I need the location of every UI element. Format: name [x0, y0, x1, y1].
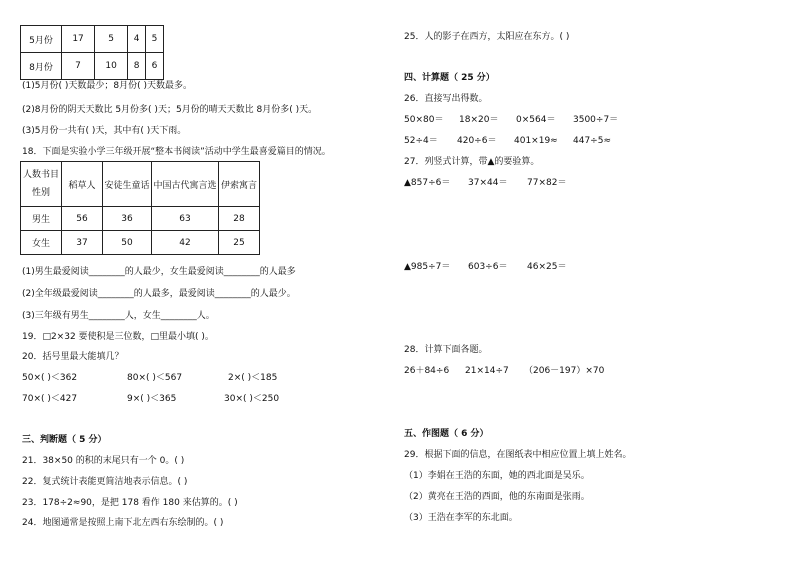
expression-item: 447÷5≈ — [573, 136, 611, 146]
table-cell: 56 — [62, 207, 103, 231]
question-18-3: (3)三年级有男生________人，女生________人。 — [22, 311, 215, 321]
question-17-3: (3)5月份一共有( )天，其中有( )天下雨。 — [22, 126, 187, 136]
expression-item: 0×564＝ — [516, 115, 556, 125]
table-cell: 8 — [128, 53, 146, 80]
table-cell: 6 — [146, 53, 164, 80]
question-24: 24．地图通常是按照上南下北左西右东绘制的。( ) — [22, 518, 224, 528]
vertical-calc-item: 77×82＝ — [527, 178, 567, 188]
expression-item: 52÷4＝ — [404, 136, 438, 146]
question-25: 25．人的影子在西方，太阳应在东方。( ) — [404, 32, 570, 42]
vertical-calc-item: ▲857÷6＝ — [404, 178, 451, 188]
table-cell: 25 — [219, 231, 260, 255]
inequality-item: 9×( )＜365 — [127, 394, 177, 404]
corner-label-bottom: 性别 — [31, 188, 50, 198]
reading-table — [20, 161, 260, 255]
weather-table — [20, 25, 164, 80]
vertical-calc-item: ▲985÷7＝ — [404, 262, 451, 272]
expression-item: 50×80＝ — [404, 115, 444, 125]
table-cell: 17 — [62, 26, 95, 53]
question-17-1: (1)5月份( )天数最少；8月份( )天数最多。 — [22, 81, 192, 91]
section-judgment-title: 三、判断题（ 5 分） — [22, 435, 107, 445]
column-header: 稻草人 — [62, 162, 103, 207]
vertical-calc-item: 603÷6＝ — [468, 262, 508, 272]
table-row — [21, 26, 164, 53]
row-label: 5月份 — [21, 26, 62, 53]
question-22: 22．复式统计表能更简洁地表示信息。( ) — [22, 477, 188, 487]
table-cell: 10 — [95, 53, 128, 80]
table-cell: 4 — [128, 26, 146, 53]
column-header: 安徒生童话 — [103, 162, 152, 207]
corner-header-cell — [21, 162, 62, 207]
table-row — [21, 231, 260, 255]
vertical-calc-item: 37×44＝ — [468, 178, 508, 188]
inequality-item: 80×( )＜567 — [127, 373, 183, 383]
question-29-2: （2）黄亮在王浩的西面，他的东南面是张雨。 — [404, 492, 590, 502]
question-27: 27．列竖式计算，带▲的要验算。 — [404, 157, 540, 167]
inequality-item: 50×( )＜362 — [22, 373, 78, 383]
table-cell: 5 — [146, 26, 164, 53]
question-26: 26．直接写出得数。 — [404, 94, 488, 104]
table-cell: 42 — [152, 231, 219, 255]
question-23: 23．178÷2≈90，是把 178 看作 180 来估算的。( ) — [22, 498, 238, 508]
table-row — [21, 53, 164, 80]
question-29-1: （1）李娟在王浩的东面，她的西北面是吴乐。 — [404, 471, 590, 481]
table-cell: 63 — [152, 207, 219, 231]
table-cell: 36 — [103, 207, 152, 231]
expression-item: 3500÷7＝ — [573, 115, 619, 125]
table-cell: 50 — [103, 231, 152, 255]
column-header: 中国古代寓言选 — [152, 162, 219, 207]
question-18: 18．下面是实验小学三年级开展“整本书阅读”活动中学生最喜爱篇目的情况。 — [22, 147, 331, 157]
vertical-calc-item: 46×25＝ — [527, 262, 567, 272]
question-21: 21．38×50 的积的末尾只有一个 0。( ) — [22, 456, 185, 466]
section-drawing-title: 五、作图题（ 6 分） — [404, 429, 489, 439]
table-cell: 5 — [95, 26, 128, 53]
column-header: 伊索寓言 — [219, 162, 260, 207]
table-header-row — [21, 162, 260, 207]
inequality-item: 30×( )＜250 — [224, 394, 280, 404]
row-label: 男生 — [21, 207, 62, 231]
row-label: 女生 — [21, 231, 62, 255]
question-17-2: (2)8月份的阴天天数比 5月份多( )天；5月份的晴天天数比 8月份多( )天。 — [22, 105, 318, 115]
question-29: 29．根据下面的信息，在图纸表中相应位置上填上姓名。 — [404, 450, 632, 460]
table-cell: 28 — [219, 207, 260, 231]
corner-label-top: 人数书目 — [22, 170, 59, 180]
row-label: 8月份 — [21, 53, 62, 80]
question-18-2: (2)全年级最爱阅读________的人最多，最爱阅读________的人最少。 — [22, 289, 296, 299]
expression-item: 18×20＝ — [459, 115, 499, 125]
expression-item: 420÷6＝ — [457, 136, 497, 146]
question-20: 20．括号里最大能填几？ — [22, 352, 124, 362]
expression-item: 21×14÷7 — [465, 366, 509, 376]
inequality-item: 70×( )＜427 — [22, 394, 78, 404]
question-18-1: (1)男生最爱阅读________的人最少，女生最爱阅读________的人最多 — [22, 267, 296, 277]
table-cell: 7 — [62, 53, 95, 80]
question-28: 28．计算下面各题。 — [404, 345, 488, 355]
section-calculation-title: 四、计算题（ 25 分） — [404, 73, 495, 83]
expression-item: 26＋84÷6 — [404, 366, 450, 376]
question-19: 19．□2×32 要使积是三位数，□里最小填( )。 — [22, 332, 214, 342]
inequality-item: 2×( )＜185 — [228, 373, 278, 383]
question-29-3: （3）王浩在李军的东北面。 — [404, 513, 518, 523]
table-row — [21, 207, 260, 231]
table-cell: 37 — [62, 231, 103, 255]
expression-item: 401×19≈ — [514, 136, 558, 146]
expression-item: （206－197）×70 — [524, 366, 605, 376]
